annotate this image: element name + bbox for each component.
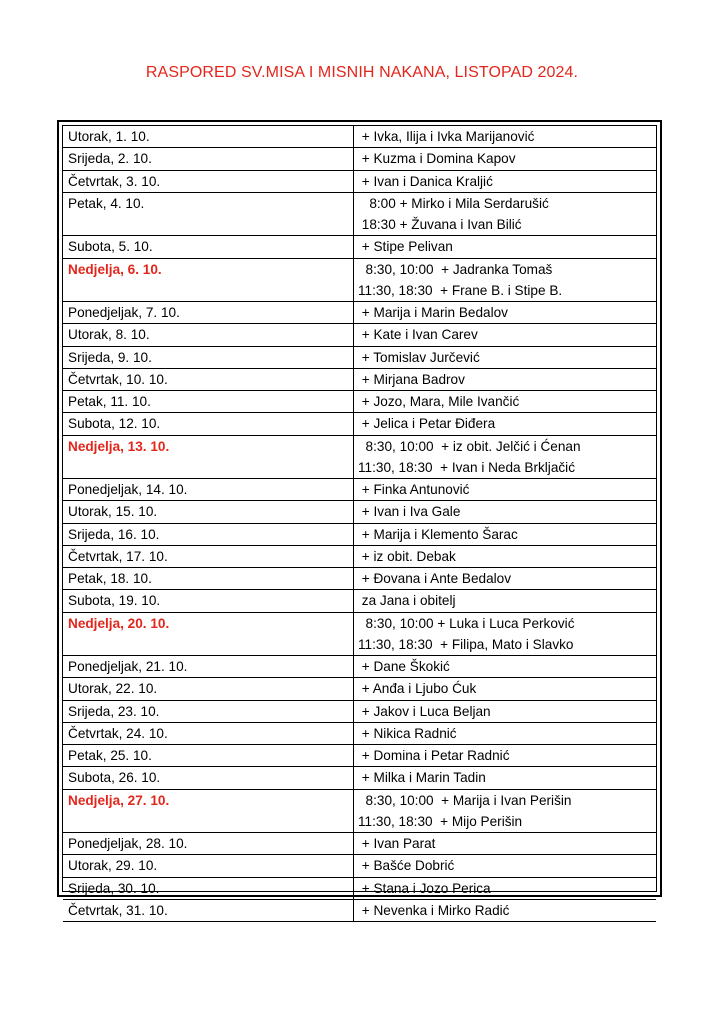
intention-cell (354, 236, 657, 258)
day-cell: Ponedjeljak, 14. 10. (63, 479, 354, 501)
intention-line: + Kate i Ivan Carev (358, 327, 478, 343)
intention-cell (354, 700, 657, 722)
day-cell: Utorak, 22. 10. (63, 678, 354, 700)
intention-cell (354, 501, 657, 523)
table-row (63, 590, 656, 612)
schedule-table-body (63, 126, 656, 922)
day-cell: Ponedjeljak, 28. 10. (63, 833, 354, 855)
intention-cell (354, 391, 657, 413)
intention-cell (354, 368, 657, 390)
table-row (63, 126, 656, 148)
intention-line: + Đovana i Ante Bedalov (358, 571, 512, 586)
day-cell: Nedjelja, 20. 10. (63, 612, 354, 656)
table-row (63, 700, 656, 722)
intention-cell (354, 545, 657, 567)
intention-line: + Marija i Marin Bedalov (358, 305, 508, 320)
intention-cell (354, 833, 657, 855)
intention-line: + Nevenka i Mirko Radić (358, 902, 510, 918)
intention-line: 11:30, 18:30 + Filipa, Mato i Slavko (358, 636, 574, 652)
day-cell: Subota, 26. 10. (63, 767, 354, 789)
table-row (63, 767, 656, 789)
day-cell: Ponedjeljak, 7. 10. (63, 302, 354, 324)
table-row (63, 678, 656, 700)
intention-cell (354, 678, 657, 700)
intention-cell (354, 170, 657, 192)
intention-line: + Domina i Petar Radnić (358, 748, 510, 763)
intention-line: + Bašće Dobrić (358, 858, 455, 874)
day-cell: Nedjelja, 13. 10. (63, 435, 354, 479)
intention-cell (354, 722, 657, 744)
day-cell: Ponedjeljak, 21. 10. (63, 656, 354, 678)
intention-line: + Milka i Marin Tadin (358, 770, 486, 786)
table-row (63, 302, 656, 324)
table-row-sunday (63, 258, 656, 302)
day-cell: Srijeda, 9. 10. (63, 346, 354, 368)
intention-cell (354, 612, 657, 656)
intention-cell (354, 877, 657, 899)
intention-line: + Anđa i Ljubo Ćuk (358, 681, 477, 697)
table-row (63, 899, 656, 921)
day-cell: Četvrtak, 17. 10. (63, 545, 354, 567)
page-title: RASPORED SV.MISA I MISNIH NAKANA, LISTOPAD 2024. (145, 64, 579, 81)
intention-cell (354, 126, 657, 148)
table-row-sunday (63, 612, 656, 656)
intention-line: 11:30, 18:30 + Frane B. i Stipe B. (358, 282, 563, 298)
intention-cell (354, 855, 657, 877)
table-row (63, 523, 656, 545)
intention-line: + Stana i Jozo Perica (358, 880, 491, 896)
intention-line: + Jozo, Mara, Mile Ivančić (358, 394, 520, 409)
intention-cell (354, 192, 657, 236)
table-row-sunday (63, 435, 656, 479)
intention-line: + Jelica i Petar Điđera (358, 416, 496, 432)
table-row (63, 479, 656, 501)
intention-line: 8:30, 10:00 + Jadranka Tomaš (358, 261, 553, 277)
day-cell: Petak, 4. 10. (63, 192, 354, 236)
day-cell: Nedjelja, 27. 10. (63, 789, 354, 833)
intention-cell (354, 789, 657, 833)
intention-line: + Tomislav Jurčević (358, 349, 480, 365)
table-row (63, 236, 656, 258)
day-cell: Utorak, 29. 10. (63, 855, 354, 877)
table-row (63, 501, 656, 523)
day-cell: Srijeda, 23. 10. (63, 700, 354, 722)
intention-cell (354, 568, 657, 590)
intention-cell (354, 656, 657, 678)
intention-cell (354, 413, 657, 435)
intention-line: 8:30, 10:00 + Luka i Luca Perković (358, 615, 575, 631)
table-row (63, 656, 656, 678)
intention-line: + Nikica Radnić (358, 725, 457, 741)
day-cell: Utorak, 1. 10. (63, 126, 354, 148)
day-cell: Utorak, 8. 10. (63, 324, 354, 346)
day-cell: Četvrtak, 3. 10. (63, 170, 354, 192)
intention-line: + Mirjana Badrov (358, 371, 465, 387)
table-row (63, 346, 656, 368)
intention-cell (354, 767, 657, 789)
day-cell: Subota, 12. 10. (63, 413, 354, 435)
day-cell: Srijeda, 16. 10. (63, 523, 354, 545)
table-row (63, 368, 656, 390)
intention-cell (354, 523, 657, 545)
intention-cell (354, 435, 657, 479)
intention-cell (354, 899, 657, 921)
table-row (63, 722, 656, 744)
intention-line: + Stipe Pelivan (358, 239, 453, 255)
table-row (63, 855, 656, 877)
table-row (63, 170, 656, 192)
table-row (63, 148, 656, 170)
intention-line: + Ivan i Danica Kraljić (358, 173, 493, 189)
day-cell: Utorak, 15. 10. (63, 501, 354, 523)
schedule-table-frame (57, 120, 662, 918)
table-row (63, 391, 656, 413)
day-cell: Nedjelja, 6. 10. (63, 258, 354, 302)
intention-line: 18:30 + Žuvana i Ivan Bilić (358, 217, 522, 232)
day-cell: Petak, 18. 10. (63, 568, 354, 590)
table-row (63, 568, 656, 590)
table-row (63, 413, 656, 435)
day-cell: Petak, 25. 10. (63, 745, 354, 767)
table-row (63, 833, 656, 855)
day-cell: Subota, 19. 10. (63, 590, 354, 612)
intention-line: + Ivka, Ilija i Ivka Marijanović (358, 129, 535, 144)
intention-line: + iz obit. Debak (358, 548, 456, 564)
intention-line: 8:30, 10:00 + iz obit. Jelčić i Ćenan (358, 438, 581, 454)
table-row (63, 192, 656, 236)
intention-cell (354, 479, 657, 501)
intention-cell (354, 745, 657, 767)
intention-line: 11:30, 18:30 + Ivan i Neda Brkljačić (358, 459, 575, 475)
intention-line: 11:30, 18:30 + Mijo Perišin (358, 813, 523, 829)
table-row (63, 324, 656, 346)
intention-line: + Kuzma i Domina Kapov (358, 151, 516, 167)
intention-cell (354, 302, 657, 324)
table-row (63, 545, 656, 567)
day-cell: Petak, 11. 10. (63, 391, 354, 413)
intention-line: 8:30, 10:00 + Marija i Ivan Perišin (358, 792, 572, 808)
day-cell: Četvrtak, 31. 10. (63, 899, 354, 921)
intention-line: za Jana i obitelj (358, 593, 456, 609)
day-cell: Srijeda, 30. 10. (63, 877, 354, 899)
intention-line: + Ivan Parat (358, 836, 436, 851)
schedule-table (63, 126, 656, 922)
intention-cell (354, 346, 657, 368)
intention-cell (354, 590, 657, 612)
day-cell: Četvrtak, 24. 10. (63, 722, 354, 744)
table-row (63, 877, 656, 899)
table-row-sunday (63, 789, 656, 833)
day-cell: Srijeda, 2. 10. (63, 148, 354, 170)
day-cell: Subota, 5. 10. (63, 236, 354, 258)
intention-cell (354, 258, 657, 302)
day-cell: Četvrtak, 10. 10. (63, 368, 354, 390)
intention-line: + Dane Škokić (358, 659, 450, 674)
intention-line: 8:00 + Mirko i Mila Serdarušić (358, 195, 549, 211)
intention-cell (354, 148, 657, 170)
schedule-table-inner (62, 125, 657, 918)
intention-line: + Ivan i Iva Gale (358, 504, 461, 520)
table-row (63, 745, 656, 767)
intention-cell (354, 324, 657, 346)
intention-line: + Finka Antunović (358, 482, 470, 497)
intention-line: + Jakov i Luca Beljan (358, 703, 491, 719)
intention-line: + Marija i Klemento Šarac (358, 526, 518, 542)
